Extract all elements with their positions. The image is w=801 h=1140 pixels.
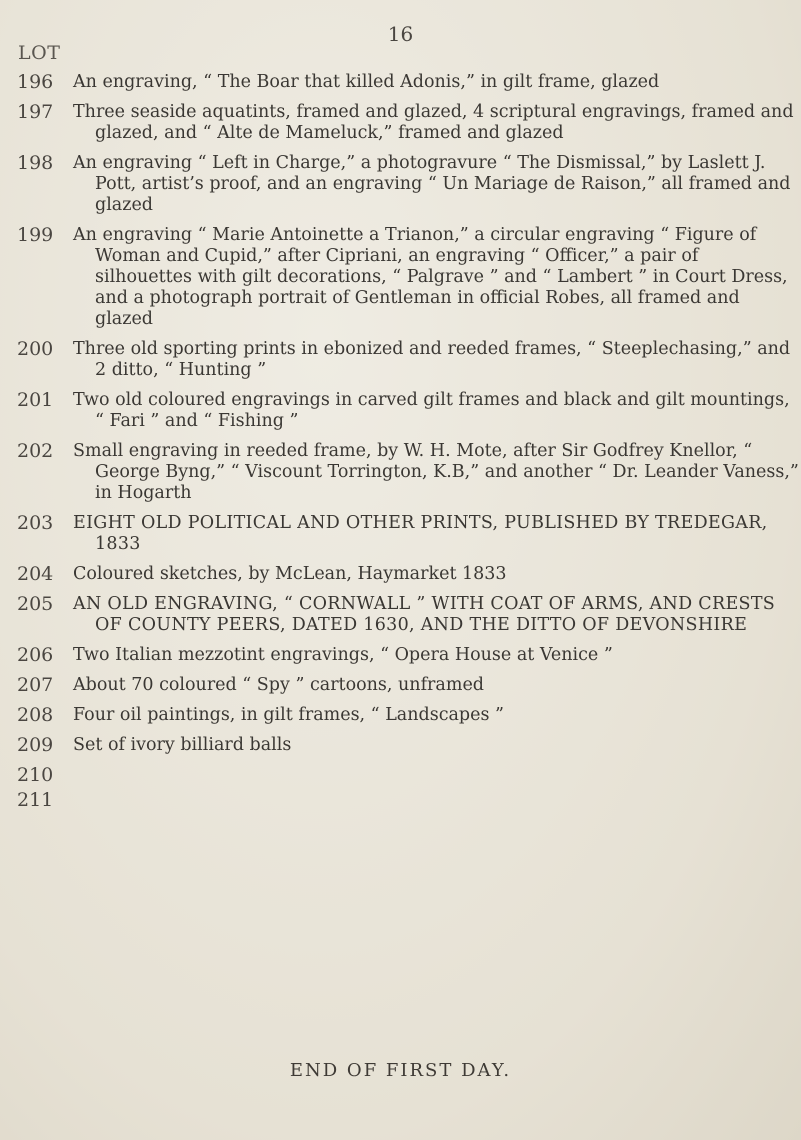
lot-item	[0, 594, 801, 636]
lot-item	[0, 790, 801, 811]
lot-description: Three seaside aquatints, framed and glazed, 4 scriptural engravings, framed and glazed, and “ Alte de Mameluck,” framed and glazed	[73, 102, 794, 143]
lot-number: 207	[17, 674, 54, 696]
lot-number: 202	[17, 440, 54, 462]
lot-number: 211	[17, 789, 54, 811]
lot-number: 197	[17, 101, 54, 123]
lot-item	[0, 675, 801, 696]
lot-number: 198	[17, 152, 54, 174]
lot-item	[0, 705, 801, 726]
lot-description: Two old coloured engravings in carved gilt frames and black and gilt mountings, “ Fari ” and “ Fishing ”	[73, 390, 790, 431]
lot-number: 200	[17, 338, 54, 360]
lot-description: Two Italian mezzotint engravings, “ Opera House at Venice ”	[73, 645, 613, 665]
lot-number: 208	[17, 704, 54, 726]
lot-number: 196	[17, 71, 54, 93]
lot-number: 204	[17, 563, 54, 585]
lot-description: Coloured sketches, by McLean, Haymarket 1833	[73, 564, 507, 584]
lot-item	[0, 765, 801, 786]
lot-item	[0, 390, 801, 432]
lot-description: An engraving “ Left in Charge,” a photogravure “ The Dismissal,” by Laslett J. Pott, artist’s proof, and an engraving “ Un Mariage de Raison,” all framed and glazed	[73, 153, 791, 215]
lot-number: 205	[17, 593, 54, 615]
lot-item	[0, 339, 801, 381]
lot-description: EIGHT OLD POLITICAL AND OTHER PRINTS, PUBLISHED BY TREDEGAR, 1833	[73, 513, 768, 554]
lot-number: 206	[17, 644, 54, 666]
lot-description: Set of ivory billiard balls	[73, 735, 292, 755]
lot-description: Three old sporting prints in ebonized and reeded frames, “ Steeplechasing,” and 2 ditto, “ Hunting ”	[73, 339, 791, 380]
page-number: 16	[387, 22, 414, 46]
lot-column-header: LOT	[18, 42, 61, 64]
lot-number: 203	[17, 512, 54, 534]
lot-description: AN OLD ENGRAVING, “ CORNWALL ” WITH COAT OF ARMS, AND CRESTS OF COUNTY PEERS, DATED 1630, AND THE DITTO OF DEVONSHIRE	[73, 594, 776, 635]
lot-item	[0, 441, 801, 504]
lot-description: About 70 coloured “ Spy ” cartoons, unframed	[73, 675, 485, 695]
lot-item	[0, 225, 801, 330]
end-of-day-footer: END OF FIRST DAY.	[289, 1060, 512, 1081]
lot-number: 199	[17, 224, 54, 246]
lot-item	[0, 513, 801, 555]
lot-description: Four oil paintings, in gilt frames, “ Landscapes ”	[73, 705, 504, 725]
lot-number: 209	[17, 734, 54, 756]
lot-description: An engraving, “ The Boar that killed Adonis,” in gilt frame, glazed	[73, 72, 660, 92]
lot-description: Small engraving in reeded frame, by W. H. Mote, after Sir Godfrey Knellor, “ George Byng,” “ Viscount Torrington, K.B,” and another “ Dr. Leander Vaness,” in Hogarth	[73, 441, 799, 503]
lot-number: 210	[17, 764, 54, 786]
lot-item	[0, 153, 801, 216]
lot-item	[0, 102, 801, 144]
lot-item	[0, 735, 801, 756]
lot-list	[0, 72, 801, 815]
lot-item	[0, 72, 801, 93]
lot-item	[0, 564, 801, 585]
lot-item	[0, 645, 801, 666]
lot-description: An engraving “ Marie Antoinette a Trianon,” a circular engraving “ Figure of Woman and Cupid,” after Cipriani, an engraving “ Officer,” a pair of silhouettes with gilt decorations, “ Palgrave ” and “ Lambert ” in Court Dress, and a photograph portrait of Gentleman in official Robes, all framed and glazed	[73, 225, 788, 329]
lot-number: 201	[17, 389, 54, 411]
